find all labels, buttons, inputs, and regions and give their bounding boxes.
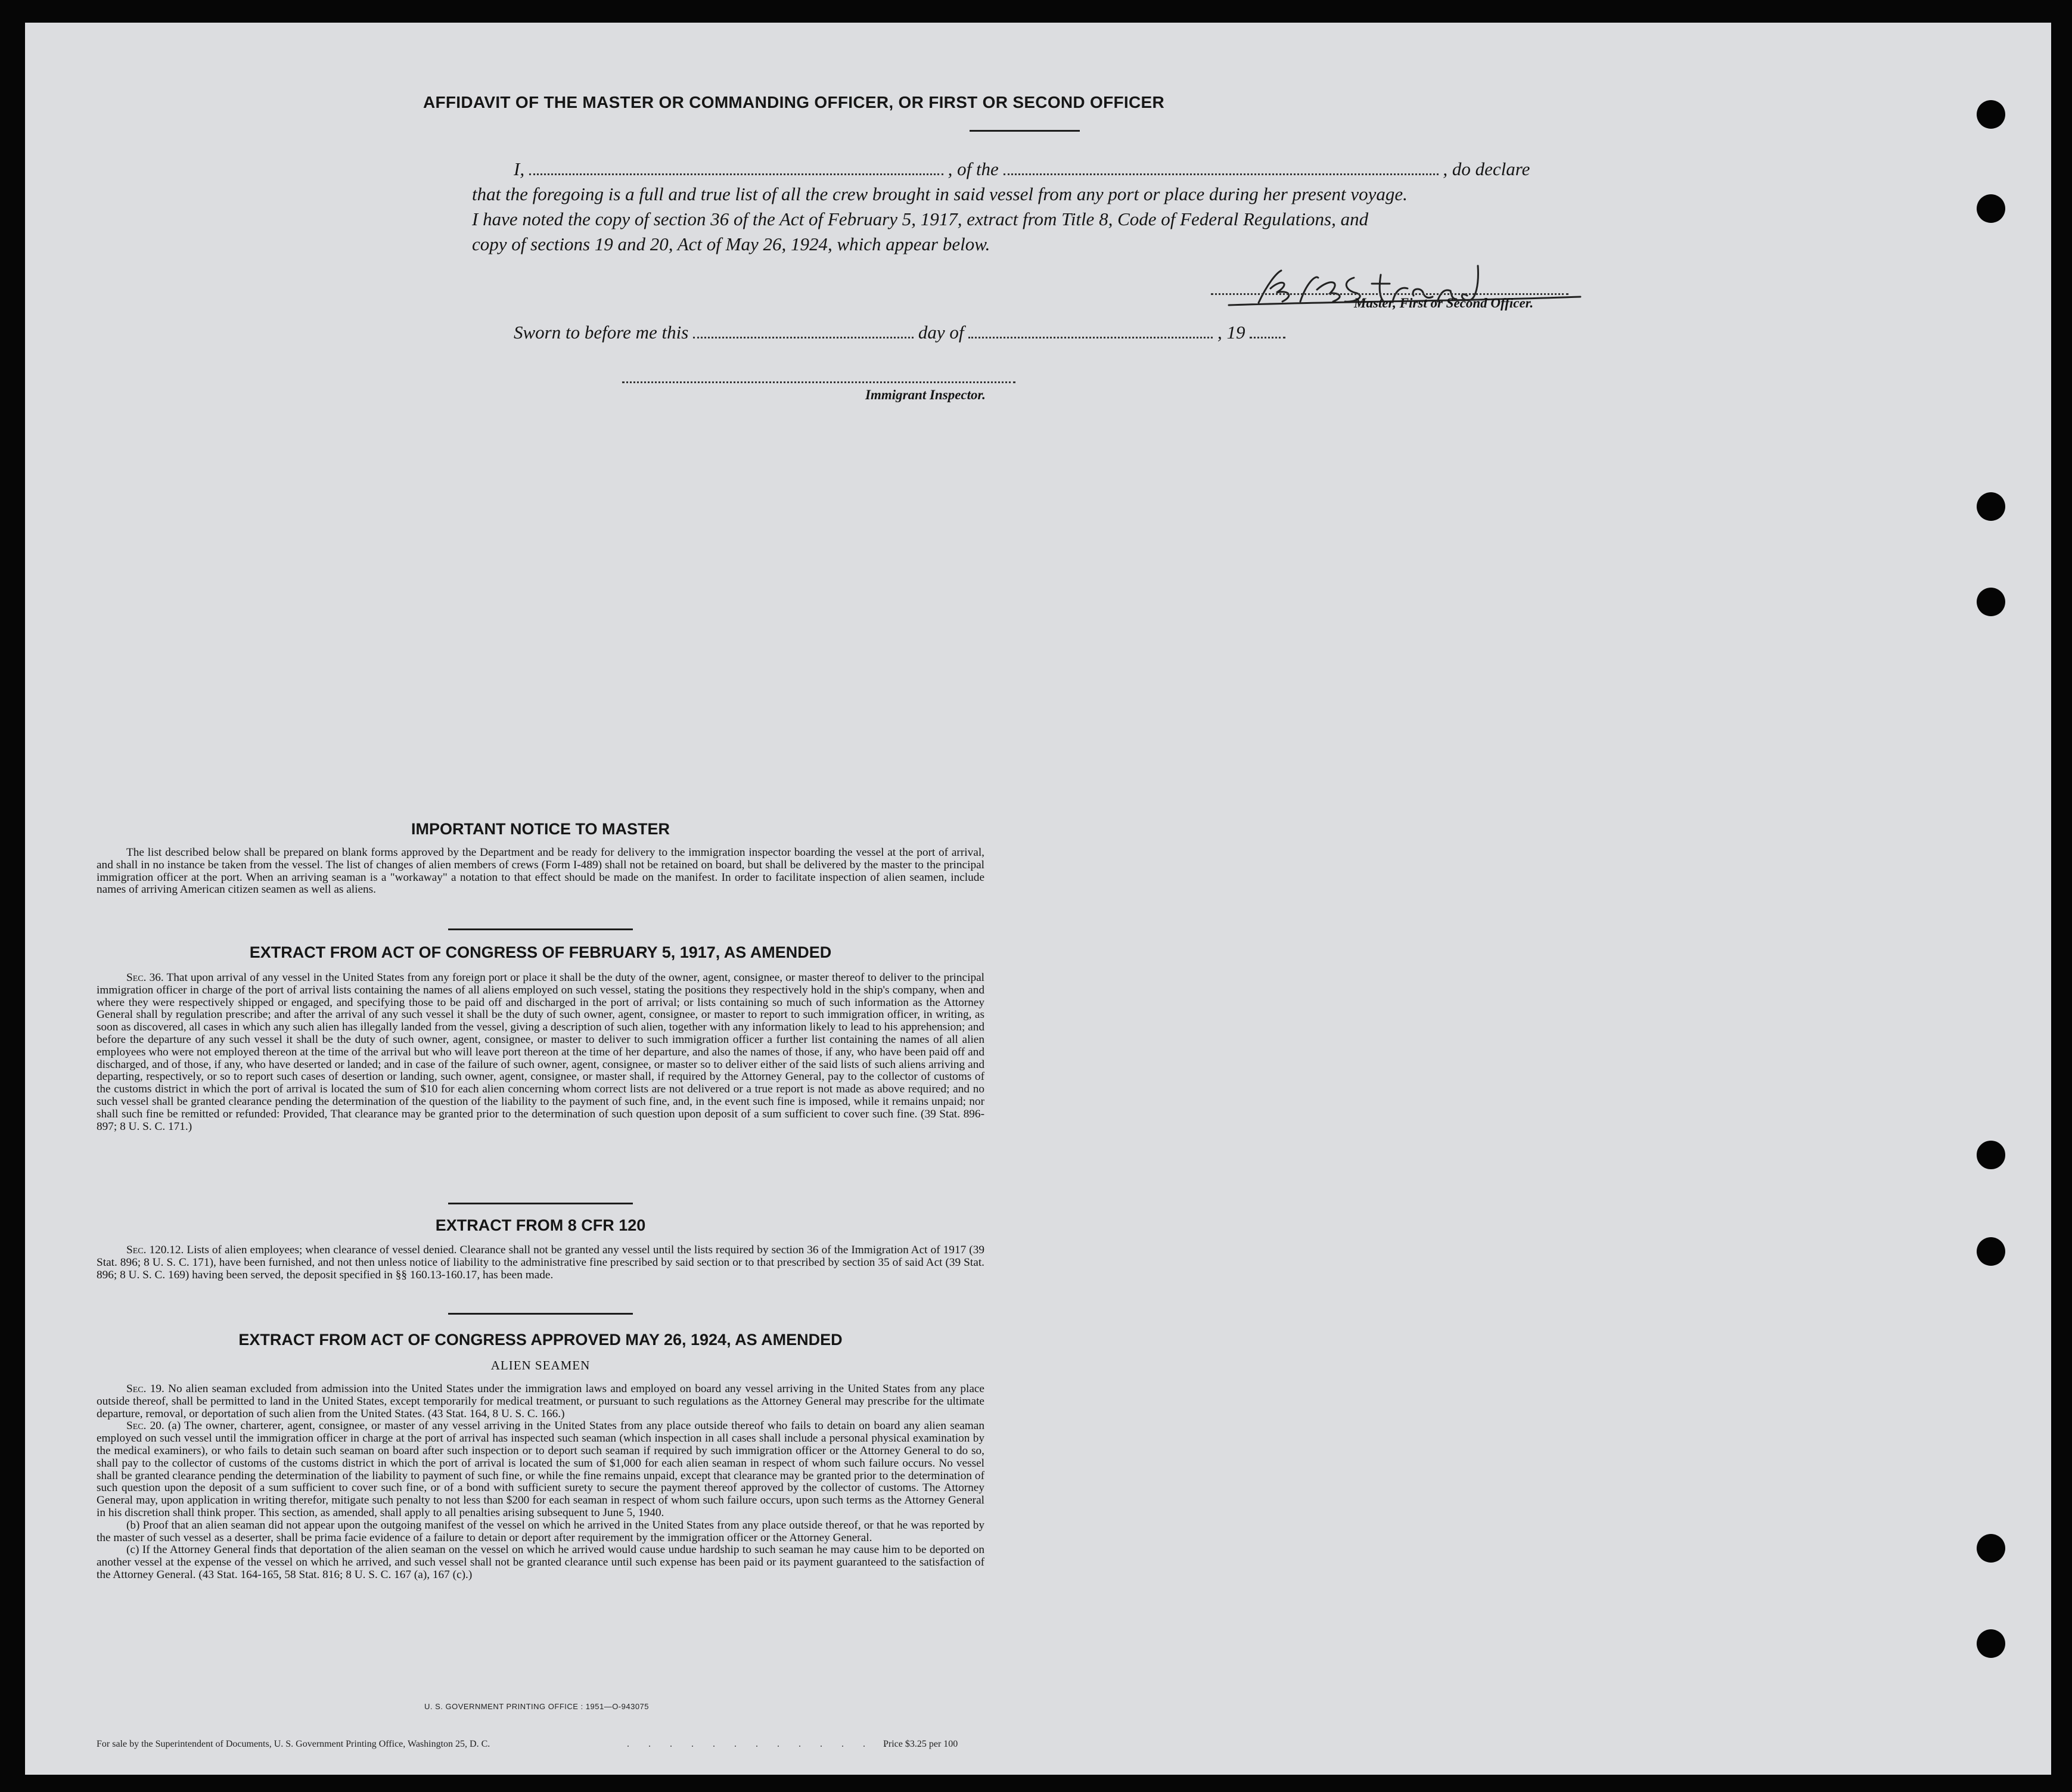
sec-20-paragraph	[97, 1420, 984, 1519]
sec-20-label: Sec. 20.	[126, 1420, 164, 1433]
sec-120-text: Lists of alien employees; when clearance of vessel denied. Clearance shall not be granted any vessel until the lists required by section 36 of the Immigration Act of 1917 (39 Stat. 896; 8 U. S. C. 171), have been furnished, and not then unless notice of liability to the administrative fine prescribed by said section or to that prescribed by section 35 of said Act (39 Stat. 896; 8 U. S. C. 169) having been served, the deposit specified in §§ 160.13-160.17, has been made.	[97, 1244, 984, 1281]
extract-1917-body	[97, 972, 984, 1133]
leader-dots: . . . . . . . . . . . . .	[627, 1739, 895, 1749]
punch-hole	[1977, 492, 2005, 521]
declarant-prefix: I,	[514, 159, 525, 179]
affidavit-line-2: that the foregoing is a full and true list of all the crew brought in said vessel from any port or place during her present voyage.	[472, 184, 1408, 204]
vessel-prefix: , of the	[948, 159, 999, 179]
sworn-day-field[interactable]	[693, 336, 914, 338]
declarant-name-field[interactable]	[529, 172, 943, 175]
punch-hole	[1977, 1534, 2005, 1563]
divider-3	[448, 1313, 633, 1315]
extract-cfr-title: EXTRACT FROM 8 CFR 120	[435, 1216, 646, 1234]
sec-19-paragraph	[97, 1383, 984, 1420]
sworn-year-field[interactable]	[1250, 336, 1285, 338]
price-note: Price $3.25 per 100	[883, 1739, 958, 1749]
title-divider	[970, 130, 1080, 132]
sworn-prefix: Sworn to before me this	[514, 322, 689, 343]
notice-body	[97, 847, 984, 896]
punch-hole	[1977, 1237, 2005, 1266]
punch-hole	[1977, 588, 2005, 616]
signature-line[interactable]	[1211, 292, 1568, 295]
vessel-name-field[interactable]	[1004, 172, 1439, 175]
punch-hole	[1977, 1629, 2005, 1658]
inspector-title: Immigrant Inspector.	[865, 387, 986, 402]
affidavit-line-4: copy of sections 19 and 20, Act of May 26, 1924, which appear below.	[472, 234, 990, 254]
extract-cfr-body	[97, 1244, 984, 1281]
affidavit-title: AFFIDAVIT OF THE MASTER OR COMMANDING OFFICER, OR FIRST OR SECOND OFFICER	[423, 93, 1164, 111]
divider-1	[448, 928, 633, 930]
alien-seamen-subtitle: ALIEN SEAMEN	[490, 1358, 591, 1372]
divider-2	[448, 1203, 633, 1204]
year-prefix: , 19	[1217, 322, 1245, 343]
notice-text: The list described below shall be prepared on blank forms approved by the Department and be ready for delivery to the immigration inspector boarding the vessel at the port of arrival, and shall in no instance be taken from the vessel. The list of changes of alien members of crews (Form I-489) shall not be retained on board, but shall be delivered by the master to the principal immigration officer at the port. When an arriving seaman is a "workaway" a notation to that effect should be made on the manifest. In order to facilitate inspection of alien seamen, include names of arriving American citizen seamen as well as aliens.	[97, 846, 984, 896]
sec-20-b-paragraph: (b) Proof that an alien seaman did not appear upon the outgoing manifest of the vessel on which he arrived in the United States from any place outside thereof, or that he was reported by the master of such vessel as a deserter, shall be prima facie evidence of a failure to detain or deport after requirement by the immigration officer or the Attorney General.	[97, 1518, 984, 1544]
extract-1924-body	[97, 1383, 984, 1582]
affidavit-line-1	[514, 159, 1530, 180]
signer-title: Master, First or Second Officer.	[1354, 296, 1534, 310]
extract-1924-title: EXTRACT FROM ACT OF CONGRESS APPROVED MAY 26, 1924, AS AMENDED	[238, 1331, 843, 1349]
sec-120-label: Sec. 120.12.	[126, 1244, 184, 1256]
punch-hole	[1977, 1141, 2005, 1169]
affidavit-line-3: I have noted the copy of section 36 of the Act of February 5, 1917, extract from Title 8, Code of Federal Regulations, and	[472, 209, 1369, 229]
declare-suffix: , do declare	[1443, 159, 1530, 179]
extract-1917-title: EXTRACT FROM ACT OF CONGRESS OF FEBRUARY 5, 1917, AS AMENDED	[249, 943, 832, 961]
sec-20-text: (a) The owner, charterer, agent, consignee, or master of any vessel arriving in the United States from any place outside thereof who fails to detain on board any alien seaman employed on such vessel until the immigration officer in charge at the port of arrival has inspected such seaman (which inspection in all cases shall include a personal physical examination by the medical examiners), or who fails to detain such seaman on board after such inspection or to deport such seaman if required by such immigration officer or the Attorney General to do so, shall pay to the collector of customs of the customs district in which the port of arrival is located the sum of $1,000 for each alien seaman in respect of whom such failure occurs. No vessel shall be granted clearance pending the determination of the liability to payment of such fine, or while the fine remains unpaid, except that clearance may be granted prior to the determination of such question upon the deposit of a sum sufficient to cover such fine, or of a bond with sufficient surety to secure the payment thereof approved by the collector of customs. The Attorney General may, upon application in writing therefor, mitigate such penalty to not less than $200 for each seaman in respect of whom such failure occurs, upon such terms as the Attorney General in his discretion shall think proper. This section, as amended, shall apply to all penalties arising subsequent to June 5, 1940.	[97, 1420, 985, 1519]
day-of-label: day of	[918, 322, 964, 343]
printing-office-imprint: U. S. GOVERNMENT PRINTING OFFICE : 1951—O-943075	[424, 1702, 650, 1711]
form-page	[25, 23, 2051, 1775]
sec-19-label: Sec. 19.	[126, 1383, 164, 1395]
sworn-line	[514, 322, 1285, 343]
sec-20-c-paragraph: (c) If the Attorney General finds that deportation of the alien seaman on the vessel on which he arrived would cause undue hardship to such seaman he may cause him to be deported on another vessel at the expense of the vessel on which he arrived, and such vessel shall not be granted clearance until such expense has been paid or its payment guaranteed to the satisfaction of the Attorney General. (43 Stat. 164-165, 58 Stat. 816; 8 U. S. C. 167 (a), 167 (c).)	[97, 1543, 984, 1581]
sec-19-text: No alien seaman excluded from admission into the United States under the immigration laws and employed on board any vessel arriving in the United States from any place outside thereof, shall be permitted to land in the United States, except temporarily for medical treatment, or pursuant to such regulations as the Attorney General may prescribe for the ultimate departure, removal, or deportation of such alien from the United States. (43 Stat. 164, 8 U. S. C. 166.)	[97, 1383, 984, 1420]
sworn-month-field[interactable]	[968, 336, 1213, 338]
sec-36-text: That upon arrival of any vessel in the United States from any foreign port or place it shall be the duty of the owner, agent, consignee, or master thereof to deliver to the principal immigration officer in charge of the port of arrival lists containing the names of all aliens employed on such vessel, stating the positions they respectively hold in the ship's company, when and where they were respectively shipped or engaged, and specifying those to be paid off and discharged in the port of arrival; or lists containing so much of such information as the Attorney General shall by regulation prescribe; and after the arrival of any such vessel it shall be the duty of such owner, agent, consignee, or master to report to such immigration officer, in writing, as soon as discovered, all cases in which any such alien has illegally landed from the vessel, giving a description of such alien, together with any information likely to lead to his apprehension; and before the departure of any such vessel it shall be the duty of such owner, agent, consignee, or master to deliver to such immigration officer a further list containing the names of all alien employees who were not employed thereon at the time of the arrival but who will leave port thereon at the time of her departure, and also the names of those, if any, who have been paid off and discharged, and of those, if any, who have deserted or landed; and in case of the failure of such owner, agent, consignee, or master so to deliver either of the said lists of such aliens arriving and departing, respectively, or so to report such cases of desertion or landing, such owner, agent, consignee, or master shall, if required by the Attorney General, pay to the collector of customs of the customs district in which the port of arrival is located the sum of $10 for each alien concerning whom correct lists are not delivered or a true report is not made as above required; and no such vessel shall be granted clearance pending the determination of the question of the liability to the payment of such fine, and, in the event such fine is imposed, while it remains unpaid; nor shall such fine be remitted or refunded: Provided, That clearance may be granted prior to the determination of such question upon deposit of a sum sufficient to cover such fine. (39 Stat. 896-897; 8 U. S. C. 171.)	[97, 971, 984, 1133]
sec-36-label: Sec. 36.	[126, 971, 164, 984]
sec-120-paragraph	[97, 1244, 984, 1281]
sec-36-paragraph	[97, 972, 984, 1133]
inspector-signature-line[interactable]	[622, 380, 1015, 383]
notice-title: IMPORTANT NOTICE TO MASTER	[411, 820, 670, 838]
punch-hole	[1977, 194, 2005, 223]
punch-hole	[1977, 100, 2005, 129]
for-sale-note: For sale by the Superintendent of Documents, U. S. Government Printing Office, Washington 25, D. C.	[97, 1739, 490, 1749]
